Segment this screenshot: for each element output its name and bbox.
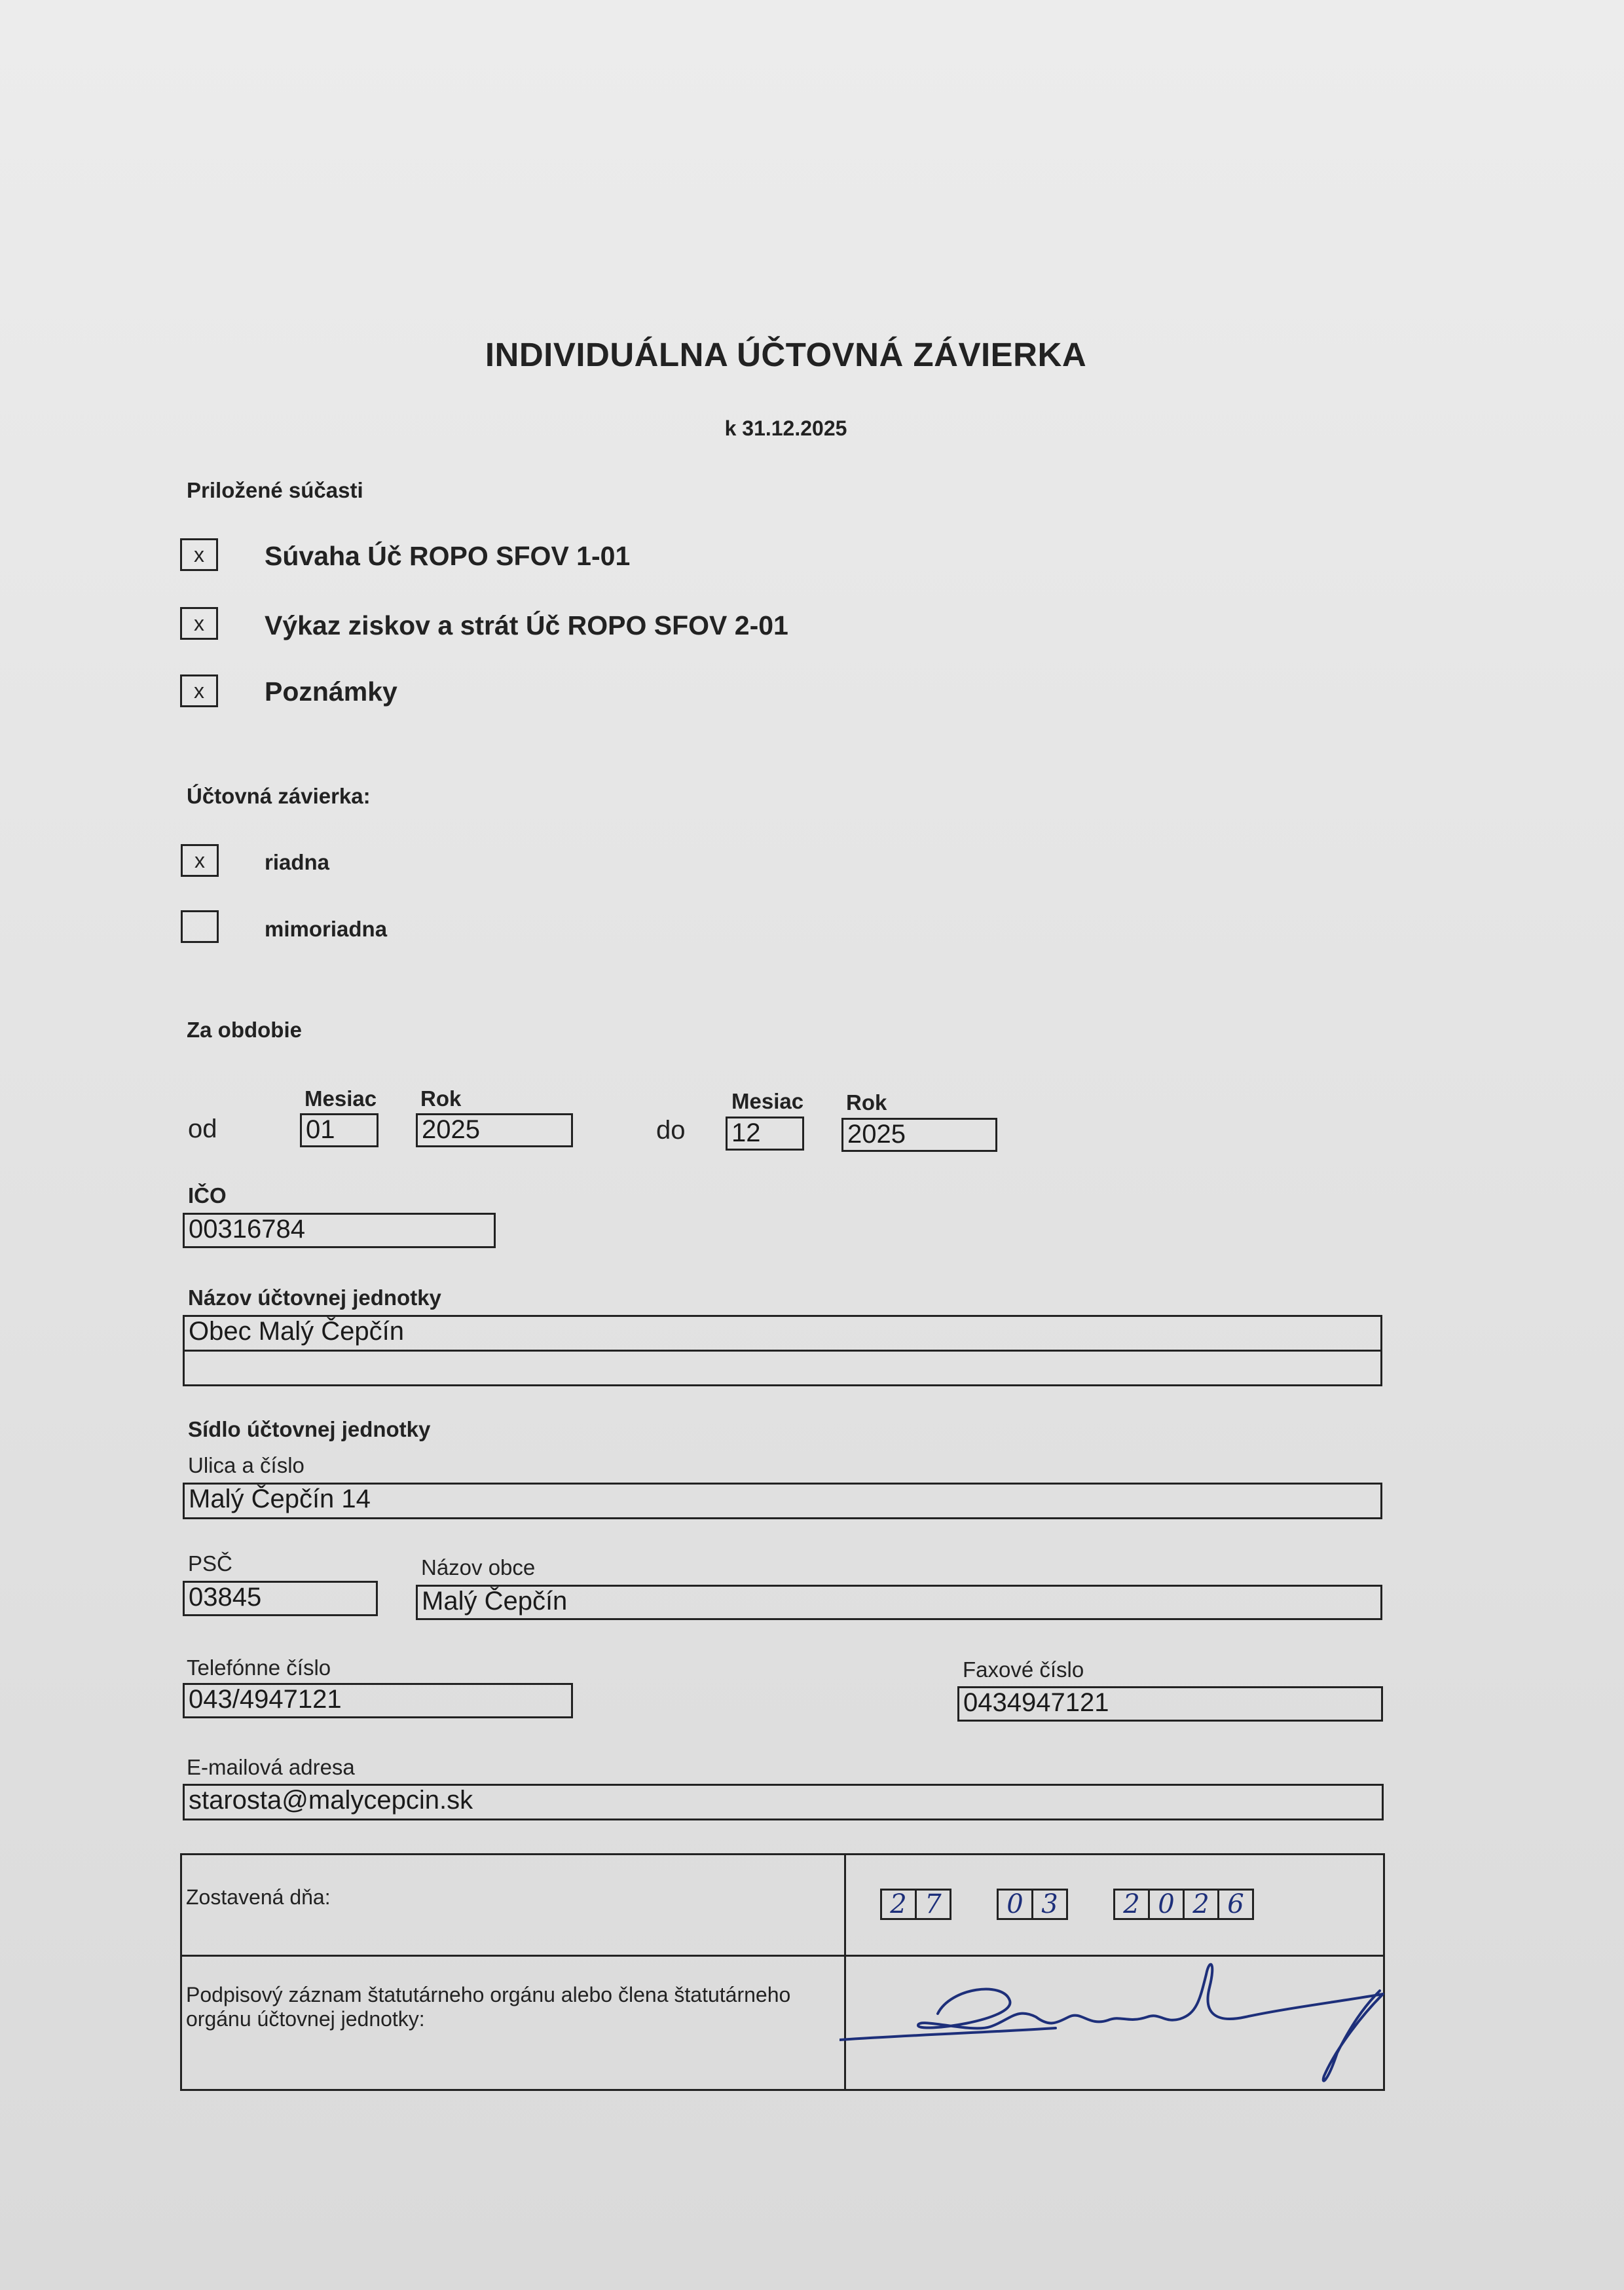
phone-label: Telefónne číslo bbox=[187, 1655, 331, 1680]
date-year-digit: 6 bbox=[1217, 1889, 1254, 1920]
compiled-date-label: Zostavená dňa: bbox=[181, 1855, 845, 1956]
date-month-digit: 0 bbox=[997, 1889, 1033, 1920]
to-month-label: Mesiac bbox=[731, 1089, 804, 1113]
street-label: Ulica a číslo bbox=[188, 1453, 304, 1477]
ico-field[interactable]: 00316784 bbox=[183, 1213, 496, 1248]
signature-label: Podpisový záznam štatutárneho orgánu alebo člena štatutárneho orgánu účtovnej jednotky: bbox=[181, 1956, 845, 2090]
date-month[interactable] bbox=[997, 1889, 1066, 1920]
attachment-balance-checkbox[interactable]: x bbox=[180, 538, 218, 571]
period-from-label: od bbox=[188, 1115, 217, 1143]
from-month-label: Mesiac bbox=[304, 1086, 377, 1111]
report-date: k 31.12.2025 bbox=[724, 416, 847, 440]
city-label: Názov obce bbox=[421, 1555, 536, 1579]
attachments-heading: Priložené súčasti bbox=[187, 478, 363, 502]
entity-name-field-line1[interactable]: Obec Malý Čepčín bbox=[183, 1315, 1382, 1352]
phone-field[interactable]: 043/4947121 bbox=[183, 1683, 573, 1718]
date-year-digit: 2 bbox=[1113, 1889, 1150, 1920]
date-month-digit: 3 bbox=[1031, 1889, 1068, 1920]
from-year-label: Rok bbox=[420, 1086, 462, 1111]
date-day-digit: 7 bbox=[915, 1889, 951, 1920]
fax-field[interactable]: 0434947121 bbox=[957, 1686, 1383, 1722]
city-field[interactable]: Malý Čepčín bbox=[416, 1585, 1382, 1620]
date-year-digit: 0 bbox=[1148, 1889, 1185, 1920]
entity-name-field-line2[interactable] bbox=[183, 1350, 1382, 1386]
period-to-label: do bbox=[656, 1116, 686, 1145]
from-year-field[interactable]: 2025 bbox=[416, 1113, 573, 1147]
date-year-digit: 2 bbox=[1183, 1889, 1219, 1920]
to-year-label: Rok bbox=[846, 1090, 887, 1115]
period-heading: Za obdobie bbox=[187, 1018, 302, 1042]
closing-extraordinary-checkbox[interactable] bbox=[181, 910, 219, 943]
street-field[interactable]: Malý Čepčín 14 bbox=[183, 1483, 1382, 1519]
closing-regular-checkbox[interactable]: x bbox=[181, 844, 219, 877]
date-year[interactable] bbox=[1113, 1889, 1252, 1920]
attachment-notes-label: Poznámky bbox=[265, 676, 397, 707]
ico-label: IČO bbox=[188, 1183, 227, 1208]
entity-name-label: Názov účtovnej jednotky bbox=[188, 1285, 441, 1310]
to-year-field[interactable]: 2025 bbox=[841, 1118, 997, 1152]
psc-label: PSČ bbox=[188, 1551, 232, 1576]
handwritten-signature bbox=[840, 1955, 1390, 2092]
closing-extraordinary-label: mimoriadna bbox=[265, 917, 388, 941]
email-label: E-mailová adresa bbox=[187, 1755, 355, 1779]
fax-label: Faxové číslo bbox=[963, 1657, 1084, 1682]
from-month-field[interactable]: 01 bbox=[300, 1113, 378, 1147]
to-month-field[interactable]: 12 bbox=[726, 1117, 804, 1151]
email-field[interactable]: starosta@malycepcin.sk bbox=[183, 1784, 1384, 1820]
attachment-income-statement-label: Výkaz ziskov a strát Úč ROPO SFOV 2-01 bbox=[265, 610, 788, 640]
attachment-balance-label: Súvaha Úč ROPO SFOV 1-01 bbox=[265, 541, 631, 571]
attachment-income-statement-checkbox[interactable]: x bbox=[180, 607, 218, 640]
date-day[interactable] bbox=[880, 1889, 950, 1920]
document-title: INDIVIDUÁLNA ÚČTOVNÁ ZÁVIERKA bbox=[485, 336, 1087, 373]
closing-regular-label: riadna bbox=[265, 850, 330, 874]
closing-type-heading: Účtovná závierka: bbox=[187, 784, 371, 808]
seat-heading: Sídlo účtovnej jednotky bbox=[188, 1417, 431, 1441]
psc-field[interactable]: 03845 bbox=[183, 1581, 378, 1616]
attachment-notes-checkbox[interactable]: x bbox=[180, 674, 218, 707]
date-day-digit: 2 bbox=[880, 1889, 917, 1920]
